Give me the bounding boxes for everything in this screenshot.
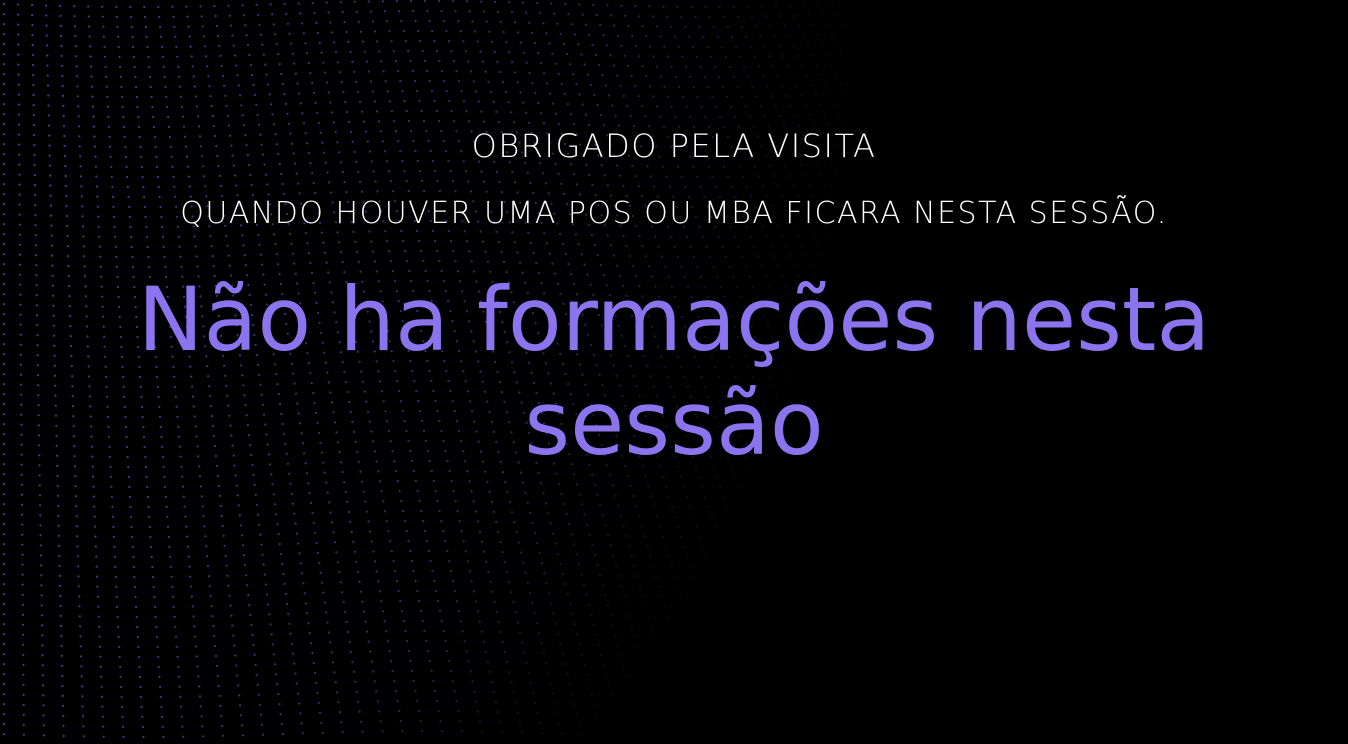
empty-state-headline: Não ha formações nesta sessão bbox=[137, 268, 1211, 475]
thanks-text: OBRIGADO PELA VISITA bbox=[471, 127, 877, 165]
notice-text: QUANDO HOUVER UMA POS OU MBA FICARA NESTA SESSÃO. bbox=[180, 196, 1168, 231]
